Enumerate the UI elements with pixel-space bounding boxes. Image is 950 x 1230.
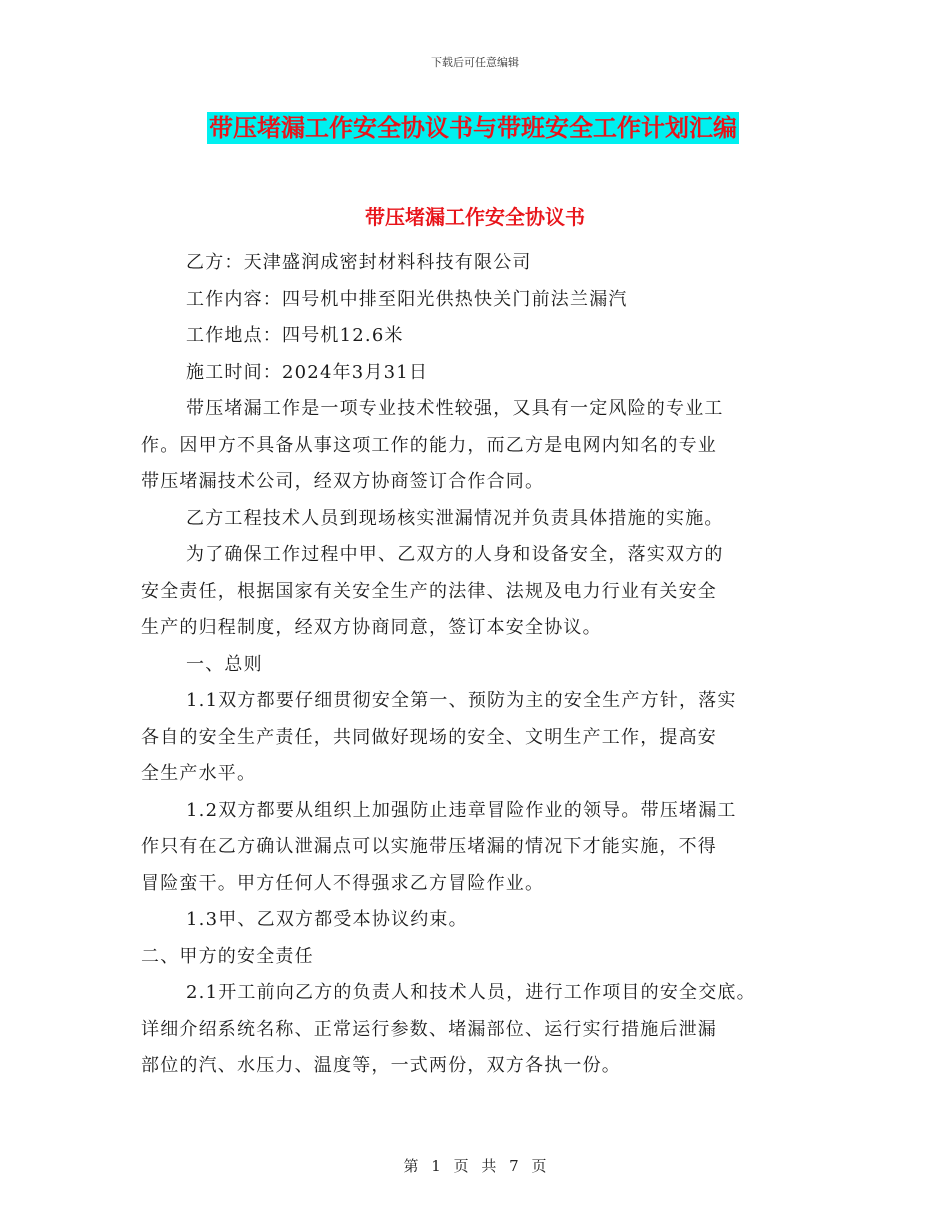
paragraph-line: 带压堵漏工作是一项专业技术性较强，又具有一定风险的专业工: [186, 398, 724, 419]
paragraph-line: 乙方工程技术人员到现场核实泄漏情况并负责具体措施的实施。: [186, 507, 724, 529]
document-main-title: 带压堵漏工作安全协议书与带班安全工作计划汇编: [209, 114, 737, 142]
construction-time-line: 施工时间：2024年3月31日: [186, 361, 429, 383]
page-number: 第 1 页 共 7 页: [403, 1157, 547, 1175]
paragraph-line: 安全责任，根据国家有关安全生产的法律、法规及电力行业有关安全: [141, 580, 717, 602]
document-body: [141, 245, 841, 1085]
clause-line: 1.1双方都要仔细贯彻安全第一、预防为主的安全生产方针，落实: [186, 690, 737, 711]
work-location-line: 工作地点：四号机12.6米: [186, 325, 404, 346]
clause-line: 详细介绍系统名称、正常运行参数、堵漏部位、运行实行措施后泄漏: [141, 1018, 717, 1040]
clause-line: 1.3甲、乙双方都受本协议约束。: [186, 909, 468, 930]
clause-line: 1.2双方都要从组织上加强防止违章冒险作业的领导。带压堵漏工: [186, 799, 737, 821]
clause-line: 部位的汽、水压力、温度等，一式两份，双方各执一份。: [141, 1055, 621, 1076]
clause-line: 全生产水平。: [141, 763, 257, 784]
clause-line: 各自的安全生产责任，共同做好现场的安全、文明生产工作，提高安: [141, 726, 717, 748]
clause-line: 冒险蛮干。甲方任何人不得强求乙方冒险作业。: [141, 872, 545, 894]
work-content-line: 工作内容：四号机中排至阳光供热快关门前法兰漏汽: [186, 288, 628, 310]
section-heading: 二、甲方的安全责任: [141, 945, 314, 967]
paragraph-line: 作。因甲方不具备从事这项工作的能力，而乙方是电网内知名的专业: [141, 434, 717, 456]
section-title: 带压堵漏工作安全协议书: [365, 205, 585, 229]
header-note: 下载后可任意编辑: [431, 56, 519, 69]
clause-line: 作只有在乙方确认泄漏点可以实施带压堵漏的情况下才能实施，不得: [141, 836, 717, 857]
party-b-line: 乙方：天津盛润成密封材料科技有限公司: [186, 252, 532, 273]
paragraph-line: 为了确保工作过程中甲、乙双方的人身和设备安全，落实双方的: [186, 544, 724, 565]
section-heading: 一、总则: [186, 653, 263, 675]
clause-line: 2.1开工前向乙方的负责人和技术人员，进行工作项目的安全交底。: [186, 982, 756, 1003]
paragraph-line: 生产的归程制度，经双方协商同意，签订本安全协议。: [141, 617, 602, 638]
paragraph-line: 带压堵漏技术公司，经双方协商签订合作合同。: [141, 471, 545, 492]
